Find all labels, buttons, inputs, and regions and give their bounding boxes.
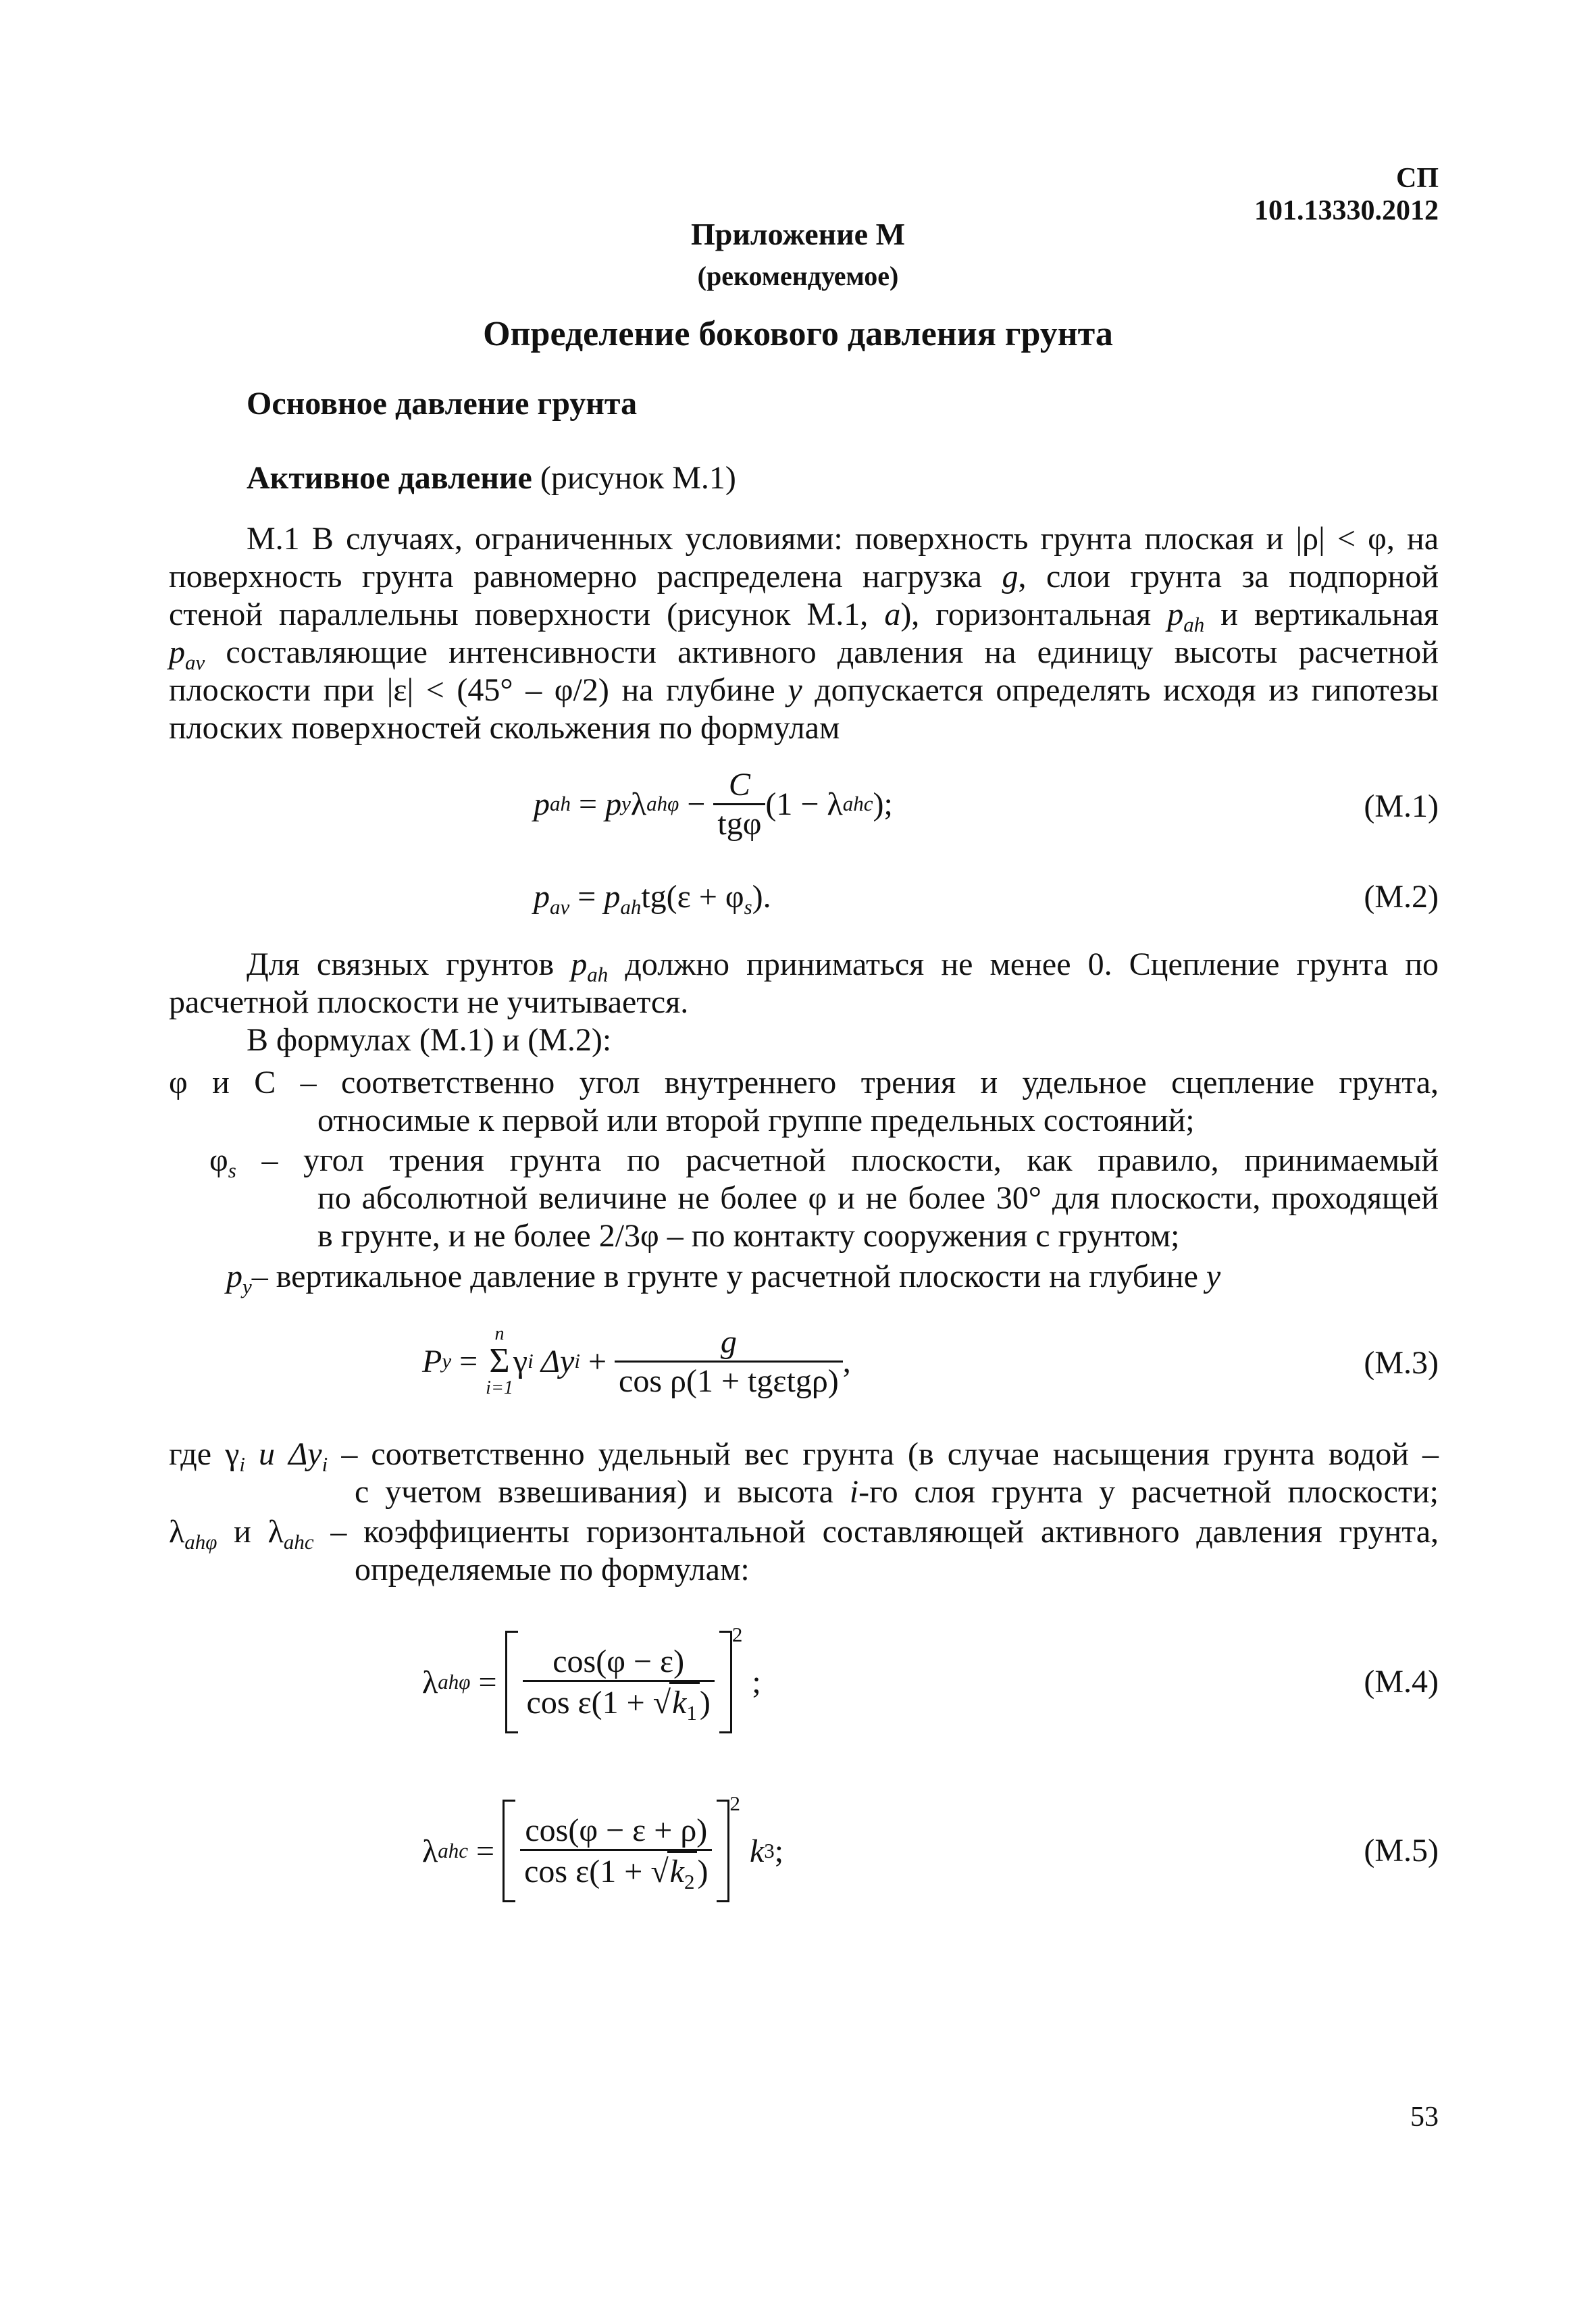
subscript: y xyxy=(242,1275,252,1298)
eq-denominator xyxy=(520,1849,712,1893)
definition-gamma-dy-line-1 xyxy=(169,1435,1439,1476)
equation-label-m3: (М.3) xyxy=(1364,1345,1439,1381)
symbol-y: y xyxy=(1206,1259,1221,1294)
appendix-heading: Определение бокового давления грунта xyxy=(483,315,1113,353)
eq-numerator: cos(φ − ε + ρ) xyxy=(525,1812,708,1848)
eq-operator: = xyxy=(470,1664,505,1700)
eq-summation xyxy=(486,1325,513,1398)
text: составляющие интенсивности активного давления на единицу высоты расчетной xyxy=(205,634,1439,670)
eq-text: ; xyxy=(752,1664,761,1700)
equation-label-m1: (М.1) xyxy=(1364,788,1439,824)
subscript: i xyxy=(239,1452,245,1476)
eq-operator: + xyxy=(580,1343,615,1379)
definition-term: и λ xyxy=(217,1514,284,1550)
para-m1-line-6: плоских поверхностей скольжения по формулам xyxy=(169,710,840,746)
eq-fraction xyxy=(520,1812,712,1893)
text: плоскости при |ε| < (45° – φ/2) на глубине xyxy=(169,672,788,708)
text: допускается определять исходя из гипотезы xyxy=(802,672,1439,708)
eq-sum-sign: Σ xyxy=(489,1342,510,1380)
eq-radicand xyxy=(669,1682,700,1725)
definition-term: где γ xyxy=(169,1436,240,1472)
text: – вертикальное давление в грунте у расчетной плоскости на глубине xyxy=(251,1259,1206,1294)
para-m1-line-3 xyxy=(169,596,1439,634)
definition-gamma-dy-line-2 xyxy=(355,1473,1439,1511)
appendix-title: Приложение М xyxy=(690,217,906,251)
eq-symbol: γ xyxy=(513,1343,528,1379)
equation-m1: p ah = p y λ ahφ − $\frac{C}{\text{tgφ}}$ (1 − λ ahc ); xyxy=(534,766,893,842)
eq-text: (1 − λ xyxy=(765,786,843,822)
text: стеной параллельны поверхности (рисунок М.1, xyxy=(169,596,885,632)
text: – соответственно угол внутреннего трения и удельное сцепление грунта, xyxy=(276,1065,1439,1100)
eq-symbol: k xyxy=(672,1685,687,1721)
text: , слои грунта за подпорной xyxy=(1018,559,1439,594)
symbol-g: g xyxy=(1002,559,1019,594)
eq-symbol: λ xyxy=(630,786,647,822)
eq-text: ) xyxy=(699,1685,711,1721)
eq-denominator xyxy=(523,1680,715,1725)
equation-label-m4: (М.4) xyxy=(1364,1664,1439,1700)
subscript: i xyxy=(321,1452,328,1476)
definition-lambda-line-1 xyxy=(169,1513,1439,1554)
definition-phi-c-line-2: относимые к первой или второй группе предельных состояний; xyxy=(317,1102,1195,1138)
equation-m2 xyxy=(534,878,771,919)
eq-text: ; xyxy=(774,1833,784,1869)
definition-phi-c-line-1 xyxy=(169,1064,1439,1102)
eq-text: ); xyxy=(873,786,893,822)
subscript: ah xyxy=(587,963,609,986)
text: – соответственно удельный вес грунта (в случае насыщения грунта водой – xyxy=(328,1436,1439,1472)
symbol-p: p xyxy=(571,946,588,982)
symbol-a: а xyxy=(884,596,901,632)
eq-symbol: p xyxy=(534,786,550,822)
para-m1-line-1: М.1 В случаях, ограниченных условиями: поверхность грунта плоская и |ρ| < φ, на xyxy=(247,521,1439,557)
eq-operator: = xyxy=(569,879,604,915)
text: должно приниматься не менее 0. Сцепление грунта по xyxy=(608,946,1439,982)
eq-fraction xyxy=(523,1643,715,1725)
appendix-status: (рекомендуемое) xyxy=(697,261,899,291)
definition-term: λ xyxy=(169,1514,185,1550)
text: – коэффициенты горизонтальной составляющей активного давления грунта, xyxy=(313,1514,1439,1550)
eq-subscript: 2 xyxy=(684,1870,695,1893)
para-m1-line-4 xyxy=(169,634,1439,674)
eq-operator: − xyxy=(679,786,714,822)
equation-m3: P y = n Σ i=1 γ i Δy i + $\frac{g}{\text{cos ρ(1 + tgεtgρ)}}$ , xyxy=(422,1323,851,1399)
symbol-y: y xyxy=(788,672,802,708)
definition-phi-s-line-2: по абсолютной величине не более φ и не более 30° для плоскости, проходящей xyxy=(317,1180,1439,1216)
cohesive-soils-line-2: расчетной плоскости не учитывается. xyxy=(169,984,689,1020)
eq-symbol: P xyxy=(422,1343,442,1379)
eq-subscript: av xyxy=(550,895,570,919)
eq-fraction xyxy=(615,1323,843,1400)
eq-denominator: cos ρ(1 + tgεtgρ) xyxy=(615,1361,843,1400)
document-code: СП 101.13330.2012 xyxy=(1254,163,1439,226)
equation-label-m5: (М.5) xyxy=(1364,1833,1439,1869)
eq-numerator: C xyxy=(728,766,750,803)
definition-term: и Δy xyxy=(244,1436,322,1472)
para-m1-line-2 xyxy=(169,558,1439,596)
definition-phi-s-line-1 xyxy=(209,1142,1439,1182)
text: -го слоя грунта у расчетной плоскости; xyxy=(858,1474,1439,1510)
eq-symbol: p xyxy=(534,879,550,915)
text: с учетом взвешивания) и высота xyxy=(355,1474,850,1510)
eq-symbol: Δy xyxy=(533,1343,575,1379)
subscript: ah xyxy=(1183,613,1205,636)
eq-operator: = xyxy=(468,1833,503,1869)
definition-lambda-line-2: определяемые по формулам: xyxy=(355,1552,750,1587)
eq-text: , xyxy=(842,1343,851,1379)
eq-symbol: λ xyxy=(422,1833,438,1869)
symbol-i: i xyxy=(849,1474,859,1510)
eq-square-bracket xyxy=(505,1631,732,1733)
eq-text: cos ε(1 + xyxy=(524,1854,651,1889)
eq-subscript: s xyxy=(744,895,752,919)
definition-term: p xyxy=(226,1259,242,1294)
eq-symbol: k xyxy=(669,1854,684,1889)
section-heading-active xyxy=(247,459,736,497)
eq-numerator: g xyxy=(720,1323,737,1360)
definition-term: φ и C xyxy=(169,1065,276,1100)
text: Для связных грунтов xyxy=(247,946,571,982)
eq-numerator: cos(φ − ε) xyxy=(552,1644,685,1679)
eq-sum-upper: n xyxy=(494,1323,505,1344)
section-heading-main-pressure: Основное давление грунта xyxy=(247,386,638,422)
text: поверхность грунта равномерно распределена нагрузка xyxy=(169,559,1002,594)
text: – угол трения грунта по расчетной плоскости, как правило, принимаемый xyxy=(236,1142,1439,1178)
equation-label-m2: (М.2) xyxy=(1364,879,1439,915)
eq-text: cos ε(1 + xyxy=(526,1685,653,1721)
eq-square-bracket xyxy=(503,1800,729,1902)
eq-operator: = xyxy=(571,786,606,822)
equation-m5: λ ahc = $\frac{\cos(\varphi - \varepsilon + \rho)}{\cos \varepsilon(1 + √k_2)}$ 2 k 3 ; xyxy=(422,1783,783,1918)
subscript: ahφ xyxy=(184,1530,217,1554)
eq-symbol: λ xyxy=(422,1664,438,1700)
eq-subscript: 1 xyxy=(686,1701,697,1725)
subscript: s xyxy=(228,1159,236,1182)
eq-subscript: ah xyxy=(620,895,642,919)
page-number: 53 xyxy=(1410,2102,1439,2133)
text: и вертикальная xyxy=(1204,596,1439,632)
eq-sum-lower: i=1 xyxy=(486,1377,513,1398)
eq-fraction xyxy=(713,766,765,842)
subscript: av xyxy=(185,651,205,674)
sqrt-sign: √ xyxy=(652,1685,671,1721)
definition-py xyxy=(226,1258,1220,1296)
formulas-intro: В формулах (М.1) и (М.2): xyxy=(247,1022,612,1058)
eq-symbol: p xyxy=(604,879,621,915)
definition-term: φ xyxy=(209,1142,228,1178)
eq-symbol: p xyxy=(605,786,622,822)
definition-phi-s-line-3: в грунте, и не более 2/3φ – по контакту сооружения с грунтом; xyxy=(317,1218,1180,1254)
eq-denominator: tgφ xyxy=(713,803,765,842)
text: ), горизонтальная xyxy=(900,596,1168,632)
symbol-p: p xyxy=(169,634,185,670)
figure-reference: (рисунок М.1) xyxy=(532,460,736,496)
eq-operator: = xyxy=(451,1343,486,1379)
equation-m4: λ ahφ = $\frac{\cos(\varphi - \varepsilon)}{\cos \varepsilon(1 + √k_1)}$ 2 ; xyxy=(422,1615,761,1750)
eq-text: tg(ε + φ xyxy=(641,879,744,915)
eq-text: ). xyxy=(752,879,771,915)
symbol-p: p xyxy=(1167,596,1184,632)
eq-radicand xyxy=(667,1851,698,1893)
active-pressure-label: Активное давление xyxy=(247,460,532,496)
para-m1-line-5 xyxy=(169,671,1439,709)
sqrt-sign: √ xyxy=(650,1854,669,1889)
eq-text: ) xyxy=(697,1854,709,1889)
eq-symbol: k xyxy=(749,1833,765,1869)
subscript: ahc xyxy=(283,1530,314,1554)
cohesive-soils-line-1 xyxy=(247,946,1439,984)
